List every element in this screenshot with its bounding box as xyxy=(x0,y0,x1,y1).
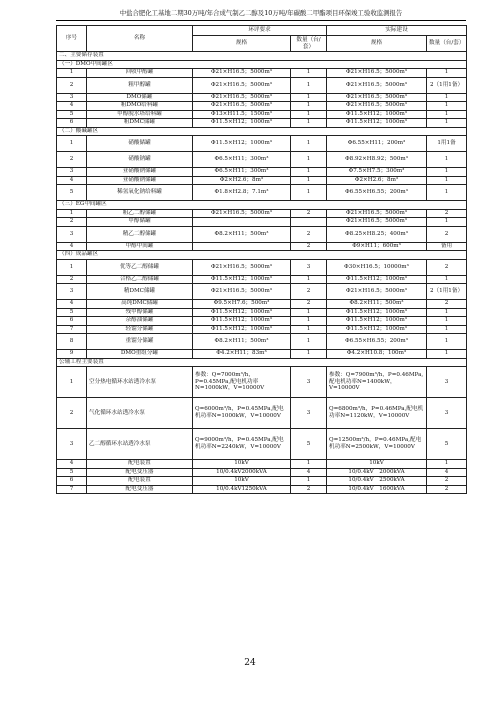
cell-act-qty: 1 xyxy=(427,308,467,317)
cell-seq: 6 xyxy=(57,317,87,326)
cell-seq: 1 xyxy=(57,209,87,218)
cell-eia-qty: 1 xyxy=(291,102,327,111)
col-act-spec: 规格 xyxy=(327,36,427,52)
col-name: 名称 xyxy=(87,26,193,52)
cell-seq: 2 xyxy=(57,275,87,284)
table-row xyxy=(57,350,467,359)
cell-act-qty: 5 xyxy=(427,429,467,460)
cell-seq: 7 xyxy=(57,325,87,334)
table-row xyxy=(57,69,467,78)
cell-act-qty: 1 xyxy=(427,325,467,334)
cell-name: 重馏分储罐 xyxy=(87,334,193,350)
table-row xyxy=(57,136,467,152)
col-seq: 序号 xyxy=(57,26,87,52)
section-row xyxy=(57,52,467,61)
cell-act-spec: Φ6.55×H6.55；200m³ xyxy=(327,334,427,350)
cell-eia-qty: 1 xyxy=(291,168,327,177)
cell-name: 亚硝酸钠储罐 xyxy=(87,168,193,177)
table-row xyxy=(57,334,467,350)
cell-eia-spec: 10/0.4kV1250kVA xyxy=(193,485,291,494)
cell-act-spec: Φ21×H16.5；5000m³ xyxy=(327,209,427,218)
cell-act-qty: 1 xyxy=(427,185,467,201)
table-row xyxy=(57,325,467,334)
cell-name: 优等乙二醇储罐 xyxy=(87,259,193,275)
cell-eia-qty: 1 xyxy=(291,176,327,185)
section-title: 公辅工程主要装置 xyxy=(57,358,467,367)
cell-name: 配电变压器 xyxy=(87,485,193,494)
cell-act-qty: 2（1用1备） xyxy=(427,77,467,93)
cell-eia-spec: Φ8.2×H11；500m³ xyxy=(193,226,291,242)
cell-eia-spec: Φ4.2×H11；83m³ xyxy=(193,350,291,359)
cell-act-spec: Φ8.92×H8.92；500m³ xyxy=(327,152,427,168)
cell-eia-spec: Φ2×H2.6；8m³ xyxy=(193,176,291,185)
cell-eia-spec: Φ21×H16.5；5000m³ xyxy=(193,259,291,275)
cell-act-spec: Φ11.5×H12；1000m³ xyxy=(327,325,427,334)
table-row xyxy=(57,429,467,460)
cell-eia-spec: Φ6.5×H11；300m³ xyxy=(193,168,291,177)
cell-act-spec: 10/0.4kV 2000kVA xyxy=(327,468,427,477)
cell-act-spec: Φ11.5×H12；1000m³ xyxy=(327,110,427,119)
cell-act-spec: Φ8.2×H11；500m³ xyxy=(327,300,427,309)
cell-act-spec: Φ8.25×H8.25；400m³ xyxy=(327,226,427,242)
page-number: 24 xyxy=(244,658,256,668)
cell-act-spec: Q=12500m³/h，P=0.46MPa,配电机功率N=2500kW，V=10000V xyxy=(327,429,427,460)
cell-seq: 2 xyxy=(57,218,87,227)
cell-act-qty: 1 xyxy=(427,102,467,111)
table-row xyxy=(57,77,467,93)
cell-name: 亚硝酸钠储罐 xyxy=(87,176,193,185)
cell-name: 甲醇中间罐 xyxy=(87,242,193,251)
cell-act-spec: Φ30×H16.5；10000m³ xyxy=(327,259,427,275)
cell-eia-qty: 1 xyxy=(291,334,327,350)
cell-eia-spec: Φ21×H16.5；5000m³ xyxy=(193,77,291,93)
table-row xyxy=(57,176,467,185)
cell-eia-qty xyxy=(291,218,327,227)
cell-eia-qty: 1 xyxy=(291,110,327,119)
cell-eia-spec: Φ13×H11.5；1500m³ xyxy=(193,110,291,119)
table-row xyxy=(57,168,467,177)
cell-name: 精DMC储罐 xyxy=(87,284,193,300)
section-title: （一）DMO中间罐区 xyxy=(57,60,467,69)
cell-act-spec: Φ21×H16.5；5000m³ xyxy=(327,77,427,93)
cell-name: 杂醇油储罐 xyxy=(87,317,193,326)
table-row xyxy=(57,477,467,486)
cell-act-spec: Φ11.5×H12；1000m³ xyxy=(327,317,427,326)
cell-name: 甲醇脱水塔给料罐 xyxy=(87,110,193,119)
cell-eia-spec: Φ21×H16.5；5000m³ xyxy=(193,284,291,300)
cell-eia-spec: Φ21×H16.5；5000m³ xyxy=(193,93,291,102)
section-row xyxy=(57,60,467,69)
cell-act-spec: Q=6800m³/h，P=0.46MPa,配电机功率N=1120kW，V=10000V xyxy=(327,398,427,429)
cell-act-qty: 2 xyxy=(427,226,467,242)
cell-name: 空分热电循环水站透冷水泵 xyxy=(87,367,193,398)
cell-eia-qty: 1 xyxy=(291,69,327,78)
cell-eia-spec: 10/0.4kV2000kVA xyxy=(193,468,291,477)
cell-act-qty: 1 xyxy=(427,317,467,326)
cell-act-spec: Φ7.5×H7.5；300m³ xyxy=(327,168,427,177)
cell-seq: 1 xyxy=(57,69,87,78)
cell-act-qty: 2 xyxy=(427,209,467,218)
col-eia-qty: 数量（台/套） xyxy=(291,36,327,52)
cell-eia-qty: 2 xyxy=(291,242,327,251)
table-row xyxy=(57,300,467,309)
cell-act-qty: 2 xyxy=(427,300,467,309)
cell-eia-spec: Φ8.2×H11；500m³ xyxy=(193,334,291,350)
cell-eia-qty: 2 xyxy=(291,284,327,300)
table-row xyxy=(57,485,467,494)
cell-seq: 1 xyxy=(57,367,87,398)
cell-eia-spec: Φ21×H16.5；5000m³ xyxy=(193,209,291,218)
cell-act-spec: Φ11.5×H12；1000m³ xyxy=(327,308,427,317)
cell-seq: 4 xyxy=(57,242,87,251)
cell-eia-spec: Φ11.5×H12；1000m³ xyxy=(193,325,291,334)
cell-eia-spec xyxy=(193,242,291,251)
cell-name: 硝酸钠罐 xyxy=(87,152,193,168)
section-row xyxy=(57,127,467,136)
cell-eia-qty: 1 xyxy=(291,152,327,168)
cell-act-qty: 1 xyxy=(427,69,467,78)
cell-act-qty: 1 xyxy=(427,218,467,227)
cell-act-qty: 1 xyxy=(427,152,467,168)
cell-act-qty: 2 xyxy=(427,259,467,275)
cell-name: 高纯DMC储罐 xyxy=(87,300,193,309)
cell-eia-qty: 4 xyxy=(291,468,327,477)
cell-eia-spec: Φ11.5×H12；1000m³ xyxy=(193,275,291,284)
cell-eia-qty: 1 xyxy=(291,317,327,326)
cell-name: 甲醇储罐 xyxy=(87,218,193,227)
cell-act-qty: 1 xyxy=(427,334,467,350)
section-title: （四）成品罐区 xyxy=(57,251,467,260)
table-row xyxy=(57,218,467,227)
cell-act-qty: 4 xyxy=(427,468,467,477)
cell-eia-spec: Φ11.5×H12；1000m³ xyxy=(193,308,291,317)
cell-eia-qty: 2 xyxy=(291,226,327,242)
cell-act-spec: 10/0.4kV 2500kVA xyxy=(327,477,427,486)
table-row xyxy=(57,308,467,317)
cell-name: 残甲醇储罐 xyxy=(87,308,193,317)
cell-act-qty: 1 xyxy=(427,176,467,185)
cell-name: 粗DMC储罐 xyxy=(87,119,193,128)
cell-name: 轻馏分储罐 xyxy=(87,325,193,334)
cell-seq: 4 xyxy=(57,102,87,111)
cell-act-spec: Φ4.2×H10.8；100m³ xyxy=(327,350,427,359)
cell-act-qty: 1用1备 xyxy=(427,136,467,152)
cell-act-qty: 1 xyxy=(427,350,467,359)
cell-name: 配电装置 xyxy=(87,477,193,486)
cell-act-qty: 1 xyxy=(427,168,467,177)
cell-eia-spec: Φ21×H16.5；5000m³ xyxy=(193,69,291,78)
table-row xyxy=(57,102,467,111)
table-row xyxy=(57,259,467,275)
cell-act-qty: 3 xyxy=(427,367,467,398)
cell-act-qty: 2 xyxy=(427,485,467,494)
report-header: 中盐合肥化工基地二期30万吨/年合成气制乙二醇及10万吨/年碳酸二甲酯项目环保竣工验收监测报告 xyxy=(56,8,466,21)
cell-eia-spec: Q=6000m³/h，P=0.45MPa,配电机功率N=1000kW，V=10000V xyxy=(193,398,291,429)
cell-act-qty: 1 xyxy=(427,119,467,128)
section-title: （二）酸碱罐区 xyxy=(57,127,467,136)
cell-act-qty: 2（1用1备） xyxy=(427,284,467,300)
cell-eia-qty: 1 xyxy=(291,460,327,469)
table-row xyxy=(57,110,467,119)
cell-act-qty: 3 xyxy=(427,398,467,429)
table-header xyxy=(57,26,467,52)
cell-seq: 5 xyxy=(57,468,87,477)
col-eia-spec: 规格 xyxy=(193,36,291,52)
cell-seq: 2 xyxy=(57,398,87,429)
table-row xyxy=(57,460,467,469)
cell-eia-spec: Φ11.5×H12；1000m³ xyxy=(193,119,291,128)
cell-eia-spec xyxy=(193,218,291,227)
table-row xyxy=(57,185,467,201)
cell-seq: 6 xyxy=(57,477,87,486)
cell-name: 稀氢氧化钠给料罐 xyxy=(87,185,193,201)
cell-act-spec: 10kV xyxy=(327,460,427,469)
table-row xyxy=(57,398,467,429)
cell-seq: 5 xyxy=(57,110,87,119)
cell-eia-spec: Φ11.5×H12；1000m³ xyxy=(193,317,291,326)
cell-act-spec: Φ21×H16.5；5000m³ xyxy=(327,218,427,227)
cell-act-spec: Φ21×H16.5；5000m³ xyxy=(327,102,427,111)
cell-eia-qty: 1 xyxy=(291,119,327,128)
cell-name: 合格乙二醇储罐 xyxy=(87,275,193,284)
table-row xyxy=(57,367,467,398)
cell-act-qty: 1 xyxy=(427,275,467,284)
cell-act-qty: 1 xyxy=(427,93,467,102)
table-row xyxy=(57,242,467,251)
cell-act-spec: Φ11.5×H12；1000m³ xyxy=(327,275,427,284)
table-body xyxy=(57,52,467,494)
cell-name: 气化循环水站透冷水泵 xyxy=(87,398,193,429)
cell-eia-qty: 3 xyxy=(291,259,327,275)
cell-name: 硝酸储罐 xyxy=(87,136,193,152)
cell-eia-qty: 3 xyxy=(291,398,327,429)
table-row xyxy=(57,468,467,477)
cell-seq: 5 xyxy=(57,308,87,317)
col-eia: 环评要求 xyxy=(193,26,327,36)
cell-seq: 5 xyxy=(57,185,87,201)
cell-seq: 4 xyxy=(57,460,87,469)
cell-act-spec: Φ21×H16.5；5000m³ xyxy=(327,93,427,102)
cell-seq: 2 xyxy=(57,77,87,93)
cell-seq: 1 xyxy=(57,259,87,275)
cell-name: 乙二醇循环水站透冷水泵 xyxy=(87,429,193,460)
table-row xyxy=(57,275,467,284)
cell-eia-spec: 10kV xyxy=(193,460,291,469)
cell-act-spec: Φ2×H2.6；8m³ xyxy=(327,176,427,185)
cell-eia-qty: 1 xyxy=(291,77,327,93)
cell-eia-spec: Φ11.5×H12；1000m³ xyxy=(193,136,291,152)
cell-eia-spec: Φ6.5×H11；300m³ xyxy=(193,152,291,168)
cell-name: 粗乙二醇储罐 xyxy=(87,209,193,218)
cell-seq: 2 xyxy=(57,152,87,168)
section-row xyxy=(57,251,467,260)
cell-eia-spec: Φ9.5×H7.6；500m³ xyxy=(193,300,291,309)
cell-name: 配电装置 xyxy=(87,460,193,469)
cell-eia-qty: 1 xyxy=(291,136,327,152)
cell-act-spec: Φ21×H16.5；5000m³ xyxy=(327,284,427,300)
col-act-qty: 数量（台/套） xyxy=(427,36,467,52)
cell-act-spec: Φ11.5×H12；1000m³ xyxy=(327,119,427,128)
cell-seq: 8 xyxy=(57,334,87,350)
cell-eia-qty: 2 xyxy=(291,485,327,494)
cell-act-spec: Φ21×H16.5；5000m³ xyxy=(327,69,427,78)
cell-seq: 6 xyxy=(57,119,87,128)
cell-seq: 9 xyxy=(57,350,87,359)
cell-name: 回收甲醇罐 xyxy=(87,69,193,78)
section-title: 二、主要储存装置 xyxy=(57,52,467,61)
cell-name: DMO重组分罐 xyxy=(87,350,193,359)
cell-act-spec: Φ6.55×H11；200m³ xyxy=(327,136,427,152)
cell-seq: 3 xyxy=(57,168,87,177)
table-row xyxy=(57,152,467,168)
equipment-table xyxy=(56,25,467,494)
cell-name: 配电变压器 xyxy=(87,468,193,477)
cell-name: 精乙二醇储罐 xyxy=(87,226,193,242)
cell-seq: 1 xyxy=(57,136,87,152)
cell-act-spec: Φ9×H11；600m³ xyxy=(327,242,427,251)
section-row xyxy=(57,358,467,367)
cell-act-spec: Φ6.55×H6.55；200m³ xyxy=(327,185,427,201)
table-row xyxy=(57,209,467,218)
cell-seq: 3 xyxy=(57,284,87,300)
cell-act-qty: 备用 xyxy=(427,242,467,251)
cell-seq: 4 xyxy=(57,176,87,185)
cell-eia-spec: Φ1.8×H2.8；7.1m³ xyxy=(193,185,291,201)
cell-eia-qty: 2 xyxy=(291,300,327,309)
cell-eia-spec: Q=9000m³/h，P=0.45MPa,配电机功率N=2240kW，V=10000V xyxy=(193,429,291,460)
col-actual: 实际建设 xyxy=(327,26,467,36)
section-row xyxy=(57,201,467,210)
cell-eia-qty: 2 xyxy=(291,209,327,218)
cell-act-qty: 1 xyxy=(427,460,467,469)
section-title: （三）EG中间罐区 xyxy=(57,201,467,210)
table-row xyxy=(57,284,467,300)
table-row xyxy=(57,119,467,128)
cell-eia-qty: 1 xyxy=(291,477,327,486)
cell-seq: 3 xyxy=(57,429,87,460)
cell-act-spec: 参数：Q=7900m³/h，P=0.46MPa,配电机功率N=1400kW，V=10000V xyxy=(327,367,427,398)
cell-eia-qty: 3 xyxy=(291,367,327,398)
cell-act-spec: 10/0.4kV 1600kVA xyxy=(327,485,427,494)
cell-seq: 3 xyxy=(57,226,87,242)
cell-eia-qty: 1 xyxy=(291,308,327,317)
cell-name: DMO储罐 xyxy=(87,93,193,102)
cell-eia-qty: 1 xyxy=(291,325,327,334)
cell-name: 粗DMO给料罐 xyxy=(87,102,193,111)
cell-act-qty: 2 xyxy=(427,477,467,486)
table-row xyxy=(57,226,467,242)
cell-act-qty: 1 xyxy=(427,110,467,119)
cell-eia-qty: 1 xyxy=(291,185,327,201)
table-row xyxy=(57,93,467,102)
cell-eia-spec: 10kV xyxy=(193,477,291,486)
cell-eia-qty: 1 xyxy=(291,350,327,359)
cell-eia-qty: 1 xyxy=(291,93,327,102)
cell-seq: 7 xyxy=(57,485,87,494)
cell-eia-spec: 参数：Q=7000m³/h，P=0.45MPa,配电机功率N=1000kW，V=10000V xyxy=(193,367,291,398)
cell-seq: 3 xyxy=(57,93,87,102)
cell-eia-qty: 1 xyxy=(291,275,327,284)
cell-eia-spec: Φ21×H16.5；5000m³ xyxy=(193,102,291,111)
cell-name: 粗甲醇罐 xyxy=(87,77,193,93)
cell-seq: 4 xyxy=(57,300,87,309)
cell-eia-qty: 5 xyxy=(291,429,327,460)
table-row xyxy=(57,317,467,326)
